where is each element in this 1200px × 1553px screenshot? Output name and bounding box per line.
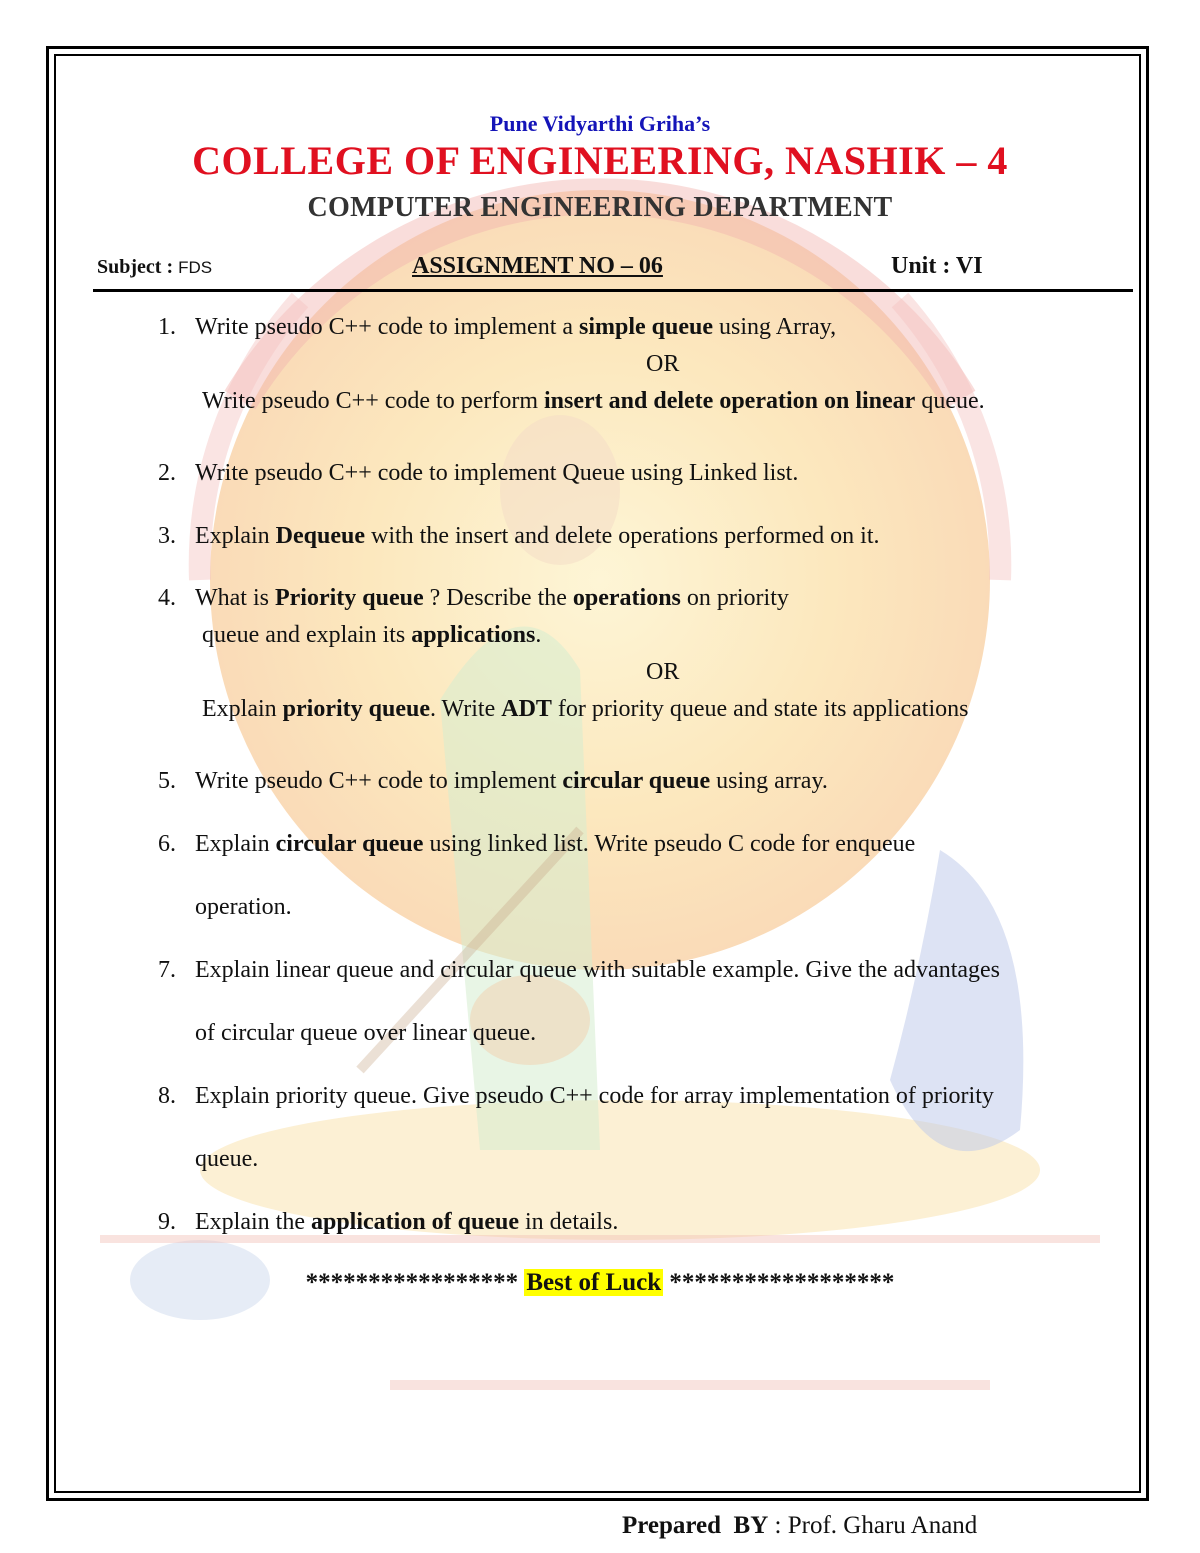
or-separator: OR (646, 351, 680, 377)
question-8: Explain priority queue. Give pseudo C++ code for array implementation of priority (195, 1083, 994, 1109)
unit-label: Unit : (891, 253, 951, 279)
question-number: 4. (158, 585, 176, 611)
question-1-alternative (202, 388, 985, 415)
question-8-line-2: queue. (195, 1146, 259, 1172)
question-number: 2. (158, 460, 176, 486)
question-text: ? Describe the (423, 585, 573, 611)
question-5 (195, 768, 828, 795)
college-name: COLLEGE OF ENGINEERING, NASHIK – 4 (192, 138, 1008, 183)
question-4 (195, 585, 789, 612)
question-keyword: Priority queue (274, 585, 424, 611)
question-keyword: insert and delete operation on linear (544, 388, 916, 414)
prepared-by-label: Prepared BY (622, 1512, 769, 1539)
question-number: 1. (158, 314, 176, 340)
question-text: Explain (202, 696, 283, 722)
prepared-by-separator: : (768, 1512, 788, 1539)
question-keyword: simple queue (579, 314, 714, 340)
question-text: on priority (680, 585, 789, 611)
question-9 (195, 1209, 618, 1236)
question-number: 5. (158, 768, 176, 794)
question-number: 8. (158, 1083, 176, 1109)
question-text: Write pseudo C++ code to perform (202, 388, 545, 414)
question-text: for priority queue and state its applications (551, 696, 969, 722)
question-2: Write pseudo C++ code to implement Queue using Linked list. (195, 460, 799, 486)
question-text: in details. (519, 1209, 619, 1235)
question-keyword: ADT (501, 696, 552, 722)
subject-line (97, 256, 212, 279)
question-text: queue and explain its (202, 622, 412, 648)
department-name: COMPUTER ENGINEERING DEPARTMENT (307, 192, 893, 223)
question-7: Explain linear queue and circular queue with suitable example. Give the advantages (195, 957, 1001, 983)
question-keyword: Dequeue (275, 523, 365, 549)
question-6-line-2: operation. (195, 894, 292, 920)
question-text: . (535, 622, 542, 648)
question-text: Explain the (195, 1209, 311, 1235)
unit-value: VI (955, 253, 983, 279)
question-4-line-2 (202, 622, 541, 649)
prepared-by-name: Prof. Gharu Anand (787, 1512, 978, 1539)
question-keyword: circular queue (562, 768, 711, 794)
question-number: 3. (158, 523, 176, 549)
question-text: using array. (710, 768, 828, 794)
question-text: . Write (429, 696, 502, 722)
question-keyword: applications (411, 622, 536, 648)
question-number: 9. (158, 1209, 176, 1235)
or-separator: OR (646, 659, 680, 685)
question-text: Explain (195, 523, 276, 549)
question-keyword: operations (572, 585, 681, 611)
unit-line (891, 253, 983, 280)
question-text: with the insert and delete operations performed on it. (365, 523, 880, 549)
question-text: Write pseudo C++ code to implement a (195, 314, 580, 340)
best-of-luck-line (0, 1269, 1200, 1297)
question-keyword: application of queue (310, 1209, 519, 1235)
subject-value: FDS (178, 258, 213, 277)
best-of-luck-highlight: Best of Luck (526, 1269, 662, 1296)
question-text: using Array, (713, 314, 837, 340)
question-number: 7. (158, 957, 176, 983)
question-text: What is (195, 585, 275, 611)
header-divider (93, 289, 1133, 292)
question-text: queue. (915, 388, 985, 414)
question-number: 6. (158, 831, 176, 857)
question-text: Write pseudo C++ code to implement (195, 768, 563, 794)
question-3 (195, 523, 880, 550)
question-7-line-2: of circular queue over linear queue. (195, 1020, 537, 1046)
question-keyword: priority queue (282, 696, 430, 722)
prepared-by (622, 1512, 977, 1540)
question-4-alternative (202, 696, 968, 723)
society-name: Pune Vidyarthi Griha’s (489, 111, 711, 136)
question-1 (195, 314, 836, 341)
assignment-title: ASSIGNMENT NO – 06 (412, 253, 663, 279)
question-keyword: circular queue (275, 831, 424, 857)
question-text: using linked list. Write pseudo C code for enqueue (423, 831, 916, 857)
question-6 (195, 831, 915, 858)
question-text: Explain (195, 831, 276, 857)
stars-left: ***************** (305, 1269, 525, 1296)
stars-right: ****************** (663, 1269, 895, 1296)
subject-label: Subject : (97, 256, 174, 278)
